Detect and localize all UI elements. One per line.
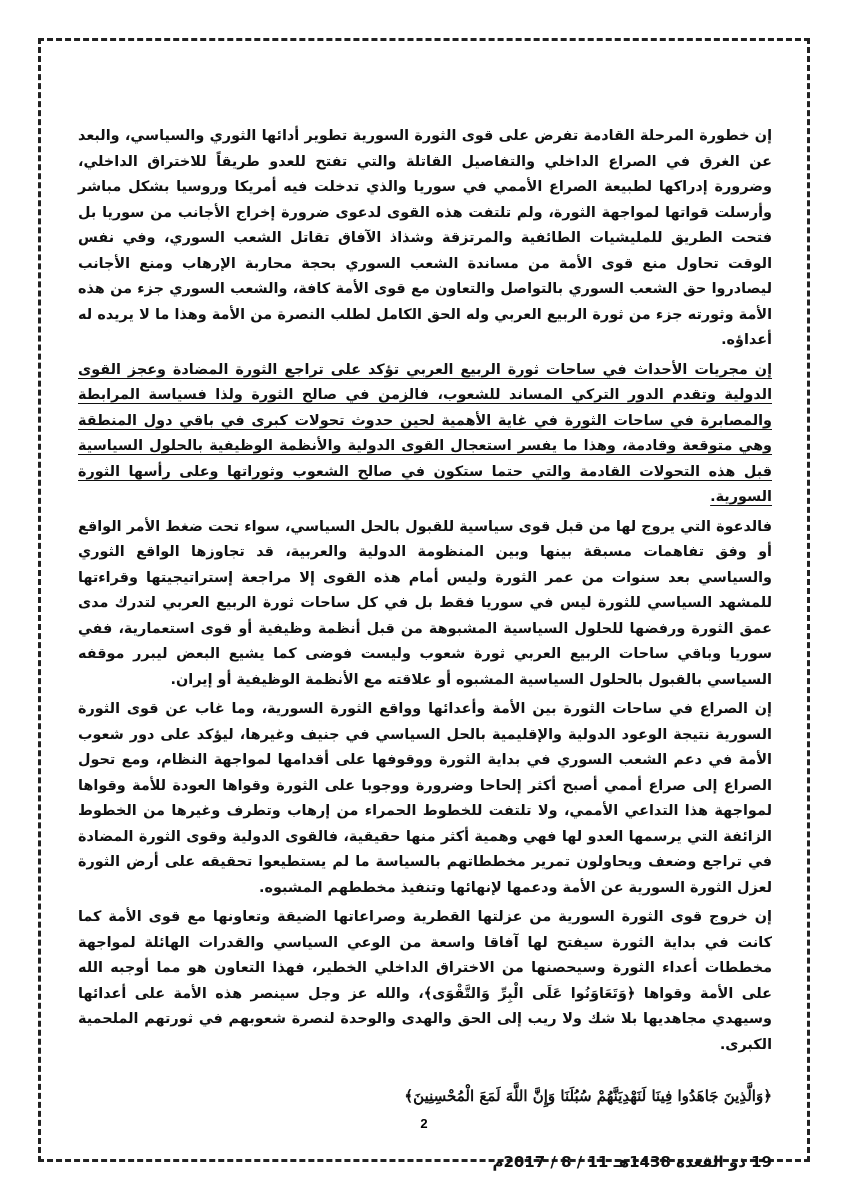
quran-verse: ﴿وَالَّذِينَ جَاهَدُوا فِينَا لَنَهْدِيَنَّهُمْ سُبُلَنَا وَإِنَّ اللَّهَ لَمَعَ الْمُحْسِنِينَ﴾ [404,1087,772,1105]
page-number: 2 [420,1116,428,1131]
paragraph-4: إن الصراع في ساحات الثورة بين الأمة وأعدائها وواقع الثورة السورية، وما غاب عن قوى الثورة السورية نتيجة الوعود الدولية والإقليمية بالحل السياسي في جنيف وغيرها، ليؤكد على دور شعوب الأمة في دعم الشعب السوري في بداية الثورة ووقوفها على أقدامها لمواجهة النظام، ومع تحول الصراع إلى صراع أممي أصبح أكثر إلحاحا وضرورة ووجوبا على الثورة وقواها العودة للأمة وقواها لمواجهة هذا التداعي الأممي، ولا تلتفت للخطوط الحمراء من إرهاب وتطرف وغيرها من الخطوط الزائفة التي يرسمها العدو لها فهي وهمية أكثر منها حقيقية، فالقوى الدولية وقوى الثورة المضادة في تراجع وضعف ويحاولون تمرير مخططاتهم بالسياسة ما لم يستطيعوا تحقيقه على أرض الثورة لعزل الثورة السورية عن الأمة ودعمها لإنهائها وتنفيذ مخططهم المشبوه. [78,701,772,896]
article-body [78,124,772,1175]
document-date: 19 ذو القعدة 1438هـ 11 / 8 / 2017م [492,1152,772,1171]
paragraph-5: إن خروج قوى الثورة السورية من عزلتها القطرية وصراعاتها الضيقة وتعاونها مع قوى الأمة كما كانت في بداية الثورة سيفتح لها آفاقا واسعة من الوعي السياسي والقدرات الهائلة لمواجهة مخططات أعداء الثورة وسيحصنها من الاختراق الداخلي الخطير، فهذا التعاون هو مما أوجبه الله على الأمة وقواها ﴿وَتَعَاوَنُوا عَلَى الْبِرِّ وَالتَّقْوَى﴾، والله عز وجل سينصر هذه الأمة على أعدائها وسيهدي مجاهديها بلا شك ولا ريب إلى الحق والهدى والوحدة لنصرة شعوبهم في ثورتهم الملحمية الكبرى. [78,909,772,1053]
paragraph-2-underlined: إن مجريات الأحداث في ساحات ثورة الربيع العربي تؤكد على تراجع الثورة المضادة وعجز القوى الدولية وتقدم الدور التركي المساند للشعوب، فالزمن في صالح الثورة ولذا فسياسة المرابطة والمصابرة في ساحات الثورة في غاية الأهمية لحين حدوث تحولات كبرى في باقي دول المنطقة وهي متوقعة وقادمة، وهذا ما يفسر استعجال القوى الدولية والأنظمة الوظيفية بالحلول السياسية قبل هذه التحولات القادمة والتي حتما ستكون في صالح الشعوب وثوراتها وعلى رأسها الثورة السورية. [78,361,772,505]
paragraph-1: إن خطورة المرحلة القادمة تفرض على قوى الثورة السورية تطوير أدائها الثوري والسياسي، والبعد عن الغرق في الصراع الداخلي والتفاصيل القاتلة والتي تفتح للعدو طريقاً للاختراق الداخلي، وضرورة إدراكها لطبيعة الصراع الأممي في سوريا والذي تدخلت فيه أمريكا وروسيا بشكل مباشر وأرسلت قواتها لمواجهة الثورة، ولم تلتفت هذه القوى لدعوى ضرورة إخراج الأجانب من سوريا بل فتحت الطريق للمليشيات الطائفية والمرتزقة وشذاذ الآفاق تقاتل الشعب السوري، وفي نفس الوقت تحاول منع قوى الأمة من مساندة الشعب السوري بحجة محاربة الإرهاب ومنع الأجانب ليصادروا حق الشعب السوري بالتواصل والتعاون مع قوى الأمة كافة، والشعب السوري جزء من هذه الأمة وثورته جزء من ثورة الربيع العربي وله الحق الكامل لطلب النصرة من الأمة وهذا ما لا يريده له أعداؤه. [78,128,772,348]
paragraph-3: فالدعوة التي يروج لها من قبل قوى سياسية للقبول بالحل السياسي، سواء تحت ضغط الأمر الواقع أو وفق تفاهمات مسبقة بينها وبين المنظومة الدولية والعربية، قد تجاوزها الواقع الثوري والسياسي بعد سنوات من عمر الثورة وليس أمام هذه القوى إلا مراجعة إستراتيجيتها وقراءتها للمشهد السياسي للثورة ليس في سوريا فقط بل في كل ساحات ثورة الربيع العربي لتدرك مدى عمق الثورة ورفضها للحلول السياسية المشبوهة من قبل أنظمة وظيفية أو قوى استعمارية، ففي سوريا وباقي ساحات الربيع العربي ثورة شعوب وليست فوضى كما يشيع البعض ليبرر موقفه السياسي بالقبول بالحلول السياسية المشبوه أو علاقته مع الأنظمة الوظيفية أو إيران. [78,518,772,688]
